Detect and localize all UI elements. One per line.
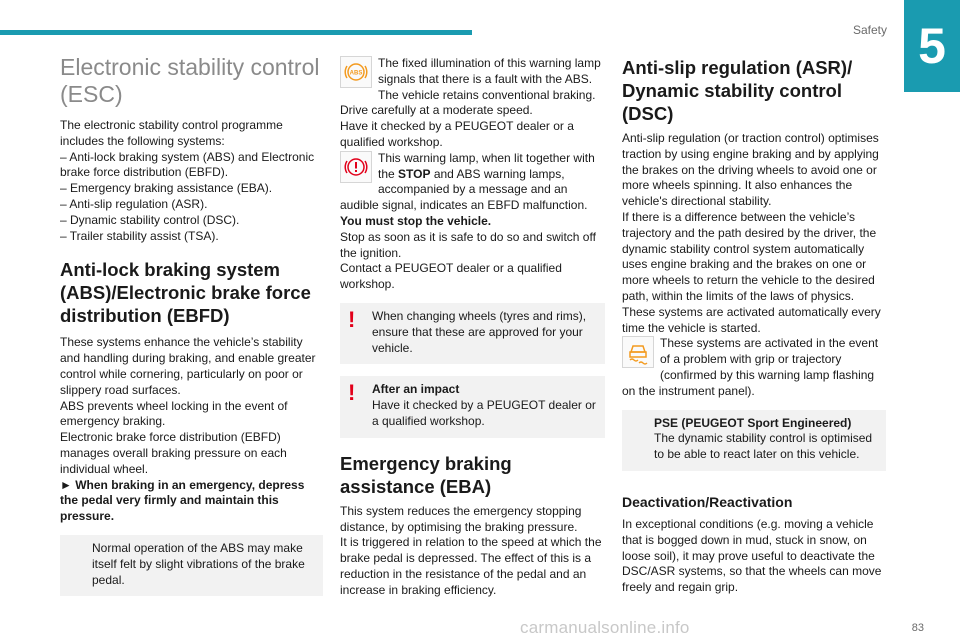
warning-note-title: After an impact	[372, 382, 460, 397]
list-item: – Anti-lock braking system (ABS) and Electronic brake force distribution (EBFD).	[60, 149, 315, 180]
info-note-text: The dynamic stability control is optimised to be able to react later on this vehicle.	[654, 431, 873, 462]
emergency-instruction: ► When braking in an emergency, depress the pedal very firmly and maintain this pressure.	[60, 477, 305, 524]
esc-intro: The electronic stability control programme includes the following systems:	[60, 118, 283, 148]
info-icon	[630, 417, 646, 463]
activation-paragraph: These systems are activated automatically every time the vehicle is started.	[622, 304, 881, 335]
info-icon	[68, 542, 84, 588]
deactivation-paragraph: In exceptional conditions (e.g. moving a vehicle that is bogged down in mud, stuck in snow, on loose soil), it may prove useful to deactivate the DSC/ASR systems, so that the wheels can move freely and regain grip.	[622, 516, 882, 595]
info-note-pse	[622, 410, 886, 471]
asr-dsc-heading: Anti-slip regulation (ASR)/ Dynamic stability control (DSC)	[622, 57, 853, 124]
dsc-paragraph: If there is a difference between the vehicle’s trajectory and the path desired by the driver, the dynamic stability control system automatically uses engine braking and the brakes on one or more wheels to return the vehicle to the desired path, within the limits of the laws of physics.	[622, 209, 877, 303]
exclamation-icon: !	[348, 306, 356, 332]
info-note-text: Normal operation of the ABS may make itself felt by slight vibrations of the brake pedal.	[92, 540, 305, 587]
abs-lamp-block	[340, 56, 605, 88]
eba-heading: Emergency braking assistance (EBA)	[340, 452, 512, 497]
dsc-lamp-text: These systems are activated in the event of a problem with grip or trajectory (confirmed by this warning lamp flashing on the instrument panel).	[622, 336, 879, 398]
stop-paragraph: Stop as soon as it is safe to do so and switch off the ignition.	[340, 229, 596, 260]
must-stop-text: You must stop the vehicle.	[340, 213, 492, 228]
ebfd-lamp-text: This warning lamp, when lit together with the STOP and ABS warning lamps, accompanied by a message and an audible signal, indicates an EBFD malfunction.	[340, 150, 595, 213]
abs-lamp-paragraph: The vehicle retains conventional braking. Drive carefully at a moderate speed.	[340, 87, 596, 118]
exclamation-icon: !	[348, 380, 356, 406]
column-1	[60, 0, 323, 596]
deactivation-heading: Deactivation/Reactivation	[622, 493, 793, 510]
info-note-abs	[60, 535, 323, 596]
watermark: carmanualsonline.info	[520, 618, 690, 637]
list-item: – Dynamic stability control (DSC).	[60, 212, 240, 227]
ebfd-paragraph: Electronic brake force distribution (EBFD) manages overall braking pressure on each individual wheel.	[60, 430, 287, 476]
abs-paragraph: ABS prevents wheel locking in the event of emergency braking.	[60, 398, 288, 429]
list-item: – Anti-slip regulation (ASR).	[60, 196, 208, 211]
column-2	[340, 0, 605, 599]
eba-paragraph: This system reduces the emergency stopping distance, by optimising the braking pressure.	[340, 503, 582, 534]
abs-heading: Anti-lock braking system (ABS)/Electronic brake force distribution (EBFD)	[60, 259, 311, 327]
warning-note-wheels	[340, 303, 605, 364]
column-3	[622, 0, 886, 596]
page-number: 83	[911, 622, 924, 634]
section-title: Safety	[852, 23, 887, 37]
list-item: – Trailer stability assist (TSA).	[60, 228, 219, 243]
skidding-car-warning-icon	[622, 336, 654, 368]
systems-list	[60, 150, 323, 245]
dsc-lamp-block	[622, 336, 886, 399]
esc-title: Electronic stability control (ESC)	[60, 54, 320, 107]
abs-lamp-label: ABS	[349, 70, 363, 77]
warning-note-impact	[340, 376, 605, 437]
info-note-title: PSE (PEUGEOT Sport Engineered)	[654, 415, 852, 430]
abs-lamp-paragraph: Have it checked by a PEUGEOT dealer or a qualified workshop.	[340, 119, 574, 149]
abs-paragraph: These systems enhance the vehicle’s stability and handling during braking, and enable greater control while cornering, particularly on poor or slippery road surfaces.	[60, 335, 316, 397]
asr-paragraph: Anti-slip regulation (or traction control) optimises traction by using engine braking and by applying the brakes on the driving wheels to avoid one or more wheels spinning. It also enhances the vehicle's directional stability.	[622, 131, 879, 209]
warning-note-text: Have it checked by a PEUGEOT dealer or a qualified workshop.	[372, 398, 596, 428]
brake-warning-lamp-icon	[340, 151, 372, 183]
list-item: – Emergency braking assistance (EBA).	[60, 181, 273, 196]
abs-warning-lamp-icon	[340, 56, 372, 88]
contact-paragraph: Contact a PEUGEOT dealer or a qualified workshop.	[340, 261, 562, 292]
chapter-number-tab: 5	[904, 0, 960, 92]
warning-note-text: When changing wheels (tyres and rims), ensure that these are approved for your vehicle.	[372, 308, 587, 355]
ebfd-lamp-block	[340, 151, 605, 214]
abs-lamp-text: The fixed illumination of this warning lamp signals that there is a fault with the ABS.	[378, 56, 601, 86]
eba-paragraph: It is triggered in relation to the speed at which the brake pedal is depressed. The effect of this is a reduction in the resistance of the pedal and an increase in braking efficiency.	[340, 535, 602, 597]
